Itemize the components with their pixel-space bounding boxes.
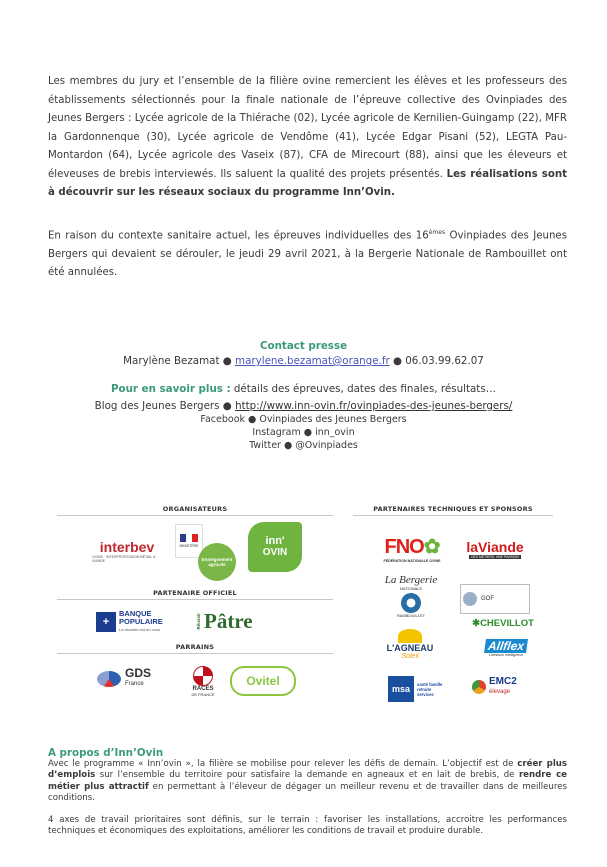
- contact-title: Contact presse: [259, 340, 348, 352]
- emc2-logo: EMC2 élevage: [472, 672, 532, 702]
- more-info-title: Pour en savoir plus :: [110, 383, 231, 395]
- instagram-line: Instagram ● inn_ovin: [252, 427, 355, 438]
- intro-paragraph-1: [48, 73, 567, 203]
- intro-paragraph-2: [48, 224, 567, 283]
- intro-text: Les membres du jury et l’ensemble de la filière ovine remercient les élèves et les professeurs des établissements sélectionnés pour la finale nationale de l’épreuve collective des Ovinpiades des Jeunes Bergers : Lycée agricole de la Thiérache (02), Lycée agricole de Kernilien-Guingamp (22), MFR la Gardonnenque (30), Lycée agricole de Vendôme (41), Lycée Edgar Pisani (52), LEGTA Pau-Montardon (64), Lycée agricole des Vaseix (87), CFA de Mirecourt (88), ainsi que les éleveurs et éleveuses de brebis interviewés. Ils saluent la qualité des projets présentés.: [48, 76, 567, 180]
- innovin-logo: inn' OVIN: [248, 522, 302, 572]
- races-de-france-logo: RACES DE FRANCE: [182, 660, 224, 702]
- allflex-logo: Allflex Livestock Intelligence: [478, 634, 534, 662]
- divider: [353, 515, 553, 516]
- msa-logo: msa santé famille retraite services: [388, 672, 458, 706]
- divider: [57, 653, 333, 654]
- divider: [57, 515, 333, 516]
- agneau-soleil-logo: L'AGNEAU Soleil: [380, 625, 440, 663]
- banque-populaire-logo: + BANQUE POPULAIRE La réussite est en vous: [96, 608, 186, 636]
- intro-bold-text: Les réalisations sont à découvrir sur les réseaux sociaux du programme Inn’Ovin.: [48, 168, 567, 198]
- partenaires-techniques-heading: PARTENAIRES TECHNIQUES ET SPONSORS: [373, 505, 533, 513]
- parrains-heading: PARRAINS: [175, 643, 215, 651]
- laviande-logo: laViande DES MÉTIERS, UNE PASSION: [466, 539, 524, 559]
- apropos-title: A propos d’Inn’Ovin: [48, 747, 164, 759]
- blog-label: Blog des Jeunes Bergers: [94, 400, 220, 412]
- ovitel-logo: Ovitel: [230, 666, 296, 696]
- chevillot-logo: ✱ CHEVILLOT: [472, 617, 534, 629]
- more-info-text: détails des épreuves, dates des finales, résultats…: [230, 383, 496, 395]
- apropos-paragraph-2: 4 axes de travail prioritaires sont définis, sur le terrain : favoriser les installations, accroitre les performances techniques et économiques des exploitations, améliorer les conditions de travail et produire durable.: [48, 815, 567, 837]
- ministere-logo: MINISTÈRE: [175, 524, 203, 558]
- superscript-emes: èmes: [428, 229, 446, 236]
- apropos-paragraph-1: Avec le programme « Inn’ovin », la filière se mobilise pour relever les défis de demain. L’objectif est de créer plus d’emplois sur l’ensemble du territoire pour satisfaire la demande en agneaux et en lait de brebis, de rendre ce métier plus attractif en permettant à l’éleveur de dégager un meilleur revenu et de travailler dans de meilleures conditions.: [48, 759, 567, 803]
- contact-phone: 06.03.99.62.07: [405, 355, 484, 367]
- facebook-line: Facebook ● Ovinpiades des Jeunes Bergers: [200, 414, 407, 425]
- contact-email-link[interactable]: marylene.bezamat@orange.fr: [235, 355, 390, 367]
- contact-line: Marylène Bezamat ● marylene.bezamat@orange.fr ● 06.03.99.62.07: [123, 355, 484, 367]
- bergerie-nationale-logo: La Bergerie NATIONALE RAMBOUILLET: [384, 574, 438, 618]
- blog-line: Blog des Jeunes Bergers ● http://www.inn-ovin.fr/ovinpiades-des-jeunes-bergers/: [94, 400, 513, 412]
- interbev-logo: interbev OVINS · INTERPROFESSION BÉTAIL & VIANDE: [92, 539, 156, 563]
- partenaire-officiel-heading: PARTENAIRE OFFICIEL: [153, 589, 237, 597]
- contact-name: Marylène Bezamat: [123, 355, 220, 367]
- patre-logo: Réussir Pâtre: [196, 608, 253, 633]
- blog-link[interactable]: http://www.inn-ovin.fr/ovinpiades-des-jeunes-bergers/: [235, 400, 513, 412]
- more-info-line: [0, 383, 607, 395]
- cancel-text-b: Ovinpiades des Jeunes Bergers qui devaient se dérouler, le jeudi 29 avril 2021, à la Bergerie Nationale de Rambouillet ont été annulées.: [48, 230, 568, 279]
- gof-logo: GOF: [460, 584, 530, 614]
- divider: [57, 599, 333, 600]
- cancel-text-a: En raison du contexte sanitaire actuel, les épreuves individuelles des 16: [48, 230, 429, 242]
- organisateurs-heading: ORGANISATEURS: [162, 505, 228, 513]
- fno-logo: FNO✿ FÉDÉRATION NATIONALE OVINE: [383, 535, 441, 563]
- twitter-line: Twitter ● @Ovinpiades: [249, 440, 358, 451]
- enseignement-agricole-logo: Enseignement agricole: [198, 543, 236, 581]
- gds-france-logo: GDS France: [97, 664, 169, 694]
